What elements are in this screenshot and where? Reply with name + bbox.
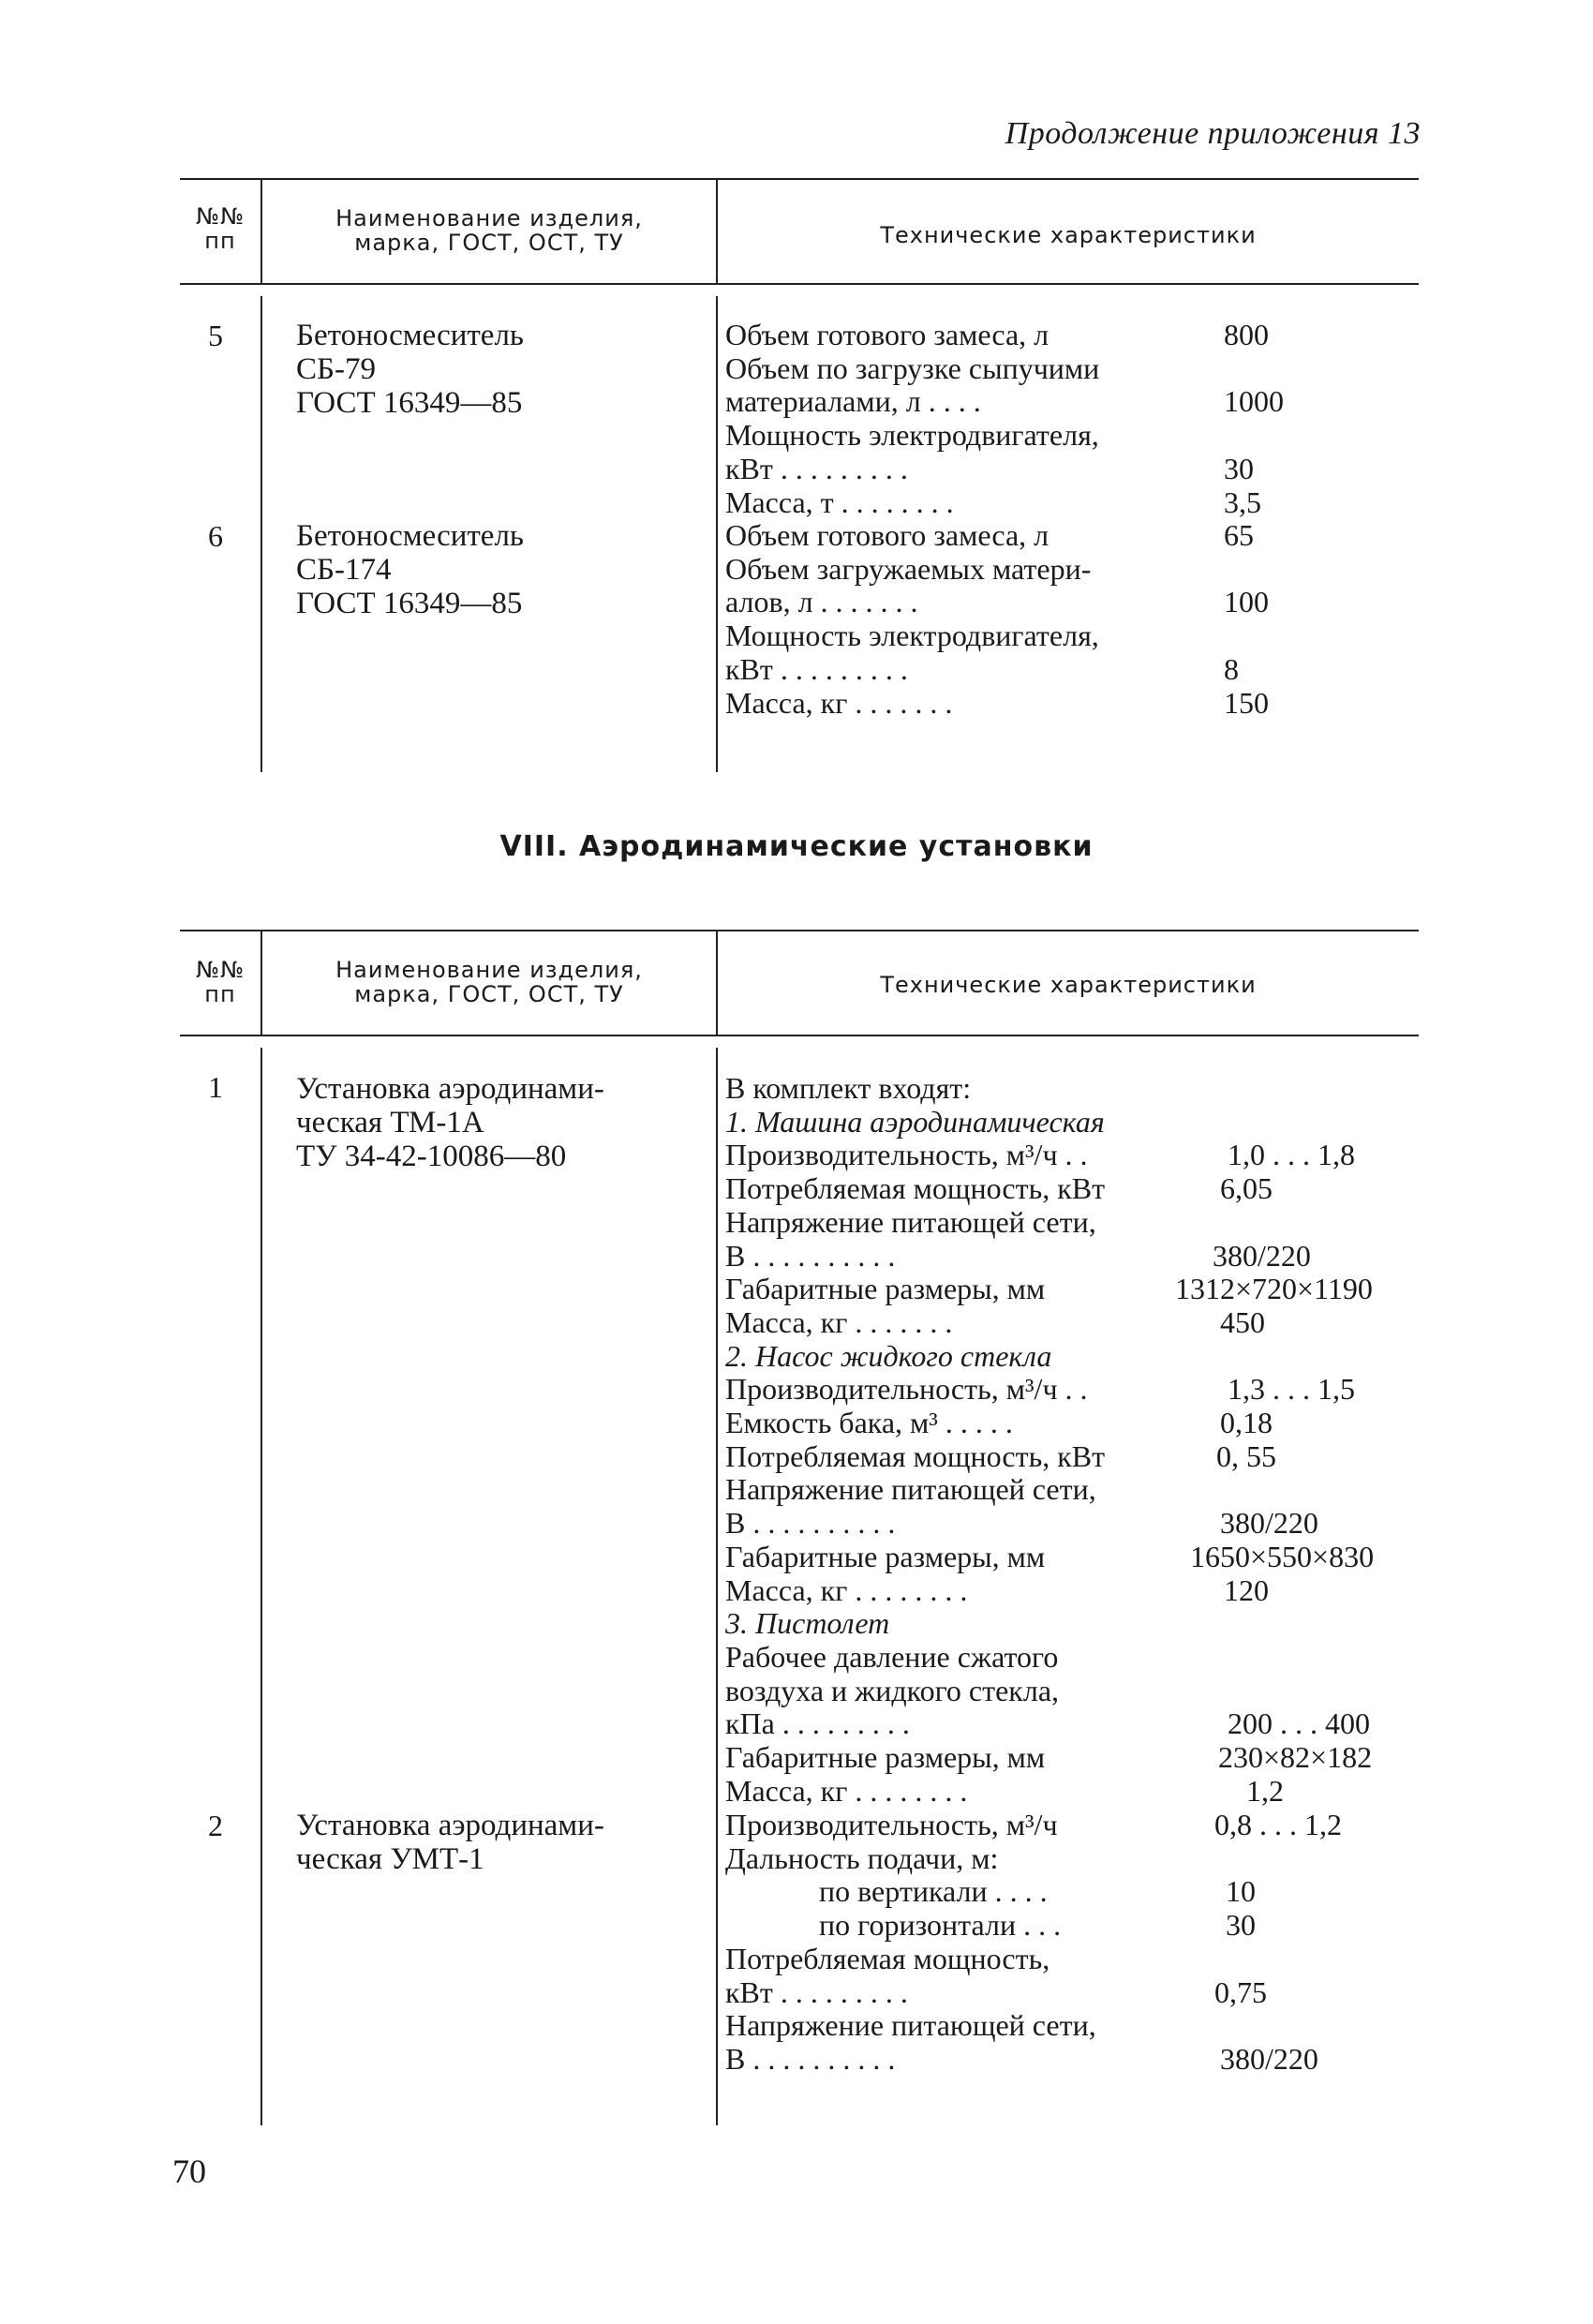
table1-header-rule <box>180 283 1419 285</box>
table1-row6-values: 65 100 8 150 <box>1224 518 1269 720</box>
table2-top-rule <box>180 930 1419 931</box>
table2-row1-specs: В комплект входят: 1. Машина аэродинамическая Производительность, м³/ч . . Потребляемая мощность, кВт Напряжение питающей сети, В . . . . . . . . . . Габаритные размеры, мм Масса, кг . . . . . . . 2. Насос жидкого стекла Производительность, м³/ч . . Емкость бака, м³ . . . . . Потребляемая мощность, кВт Напряжение питающей сети, В . . . . . . . . . . Габаритные размеры, мм Масса, кг . . . . . . . . 3. Пистолет Рабочее давление сжатого воздуха и жидкого стекла, кПа . . . . . . . . . Габаритные размеры, мм Масса, кг . . . . . . . . <box>725 1071 1106 1808</box>
table1-row5-num: 5 <box>208 319 223 352</box>
table2-col-num-header: №№ пп <box>196 957 245 1007</box>
table1-row6-name: Бетоносмеситель СБ-174 ГОСТ 16349—85 <box>296 519 524 620</box>
table2-col-divider-2 <box>716 1048 718 2125</box>
table1-col-specs-header: Технические характеристики <box>880 222 1257 248</box>
page-number: 70 <box>172 2153 206 2190</box>
table1-col-divider-1 <box>261 296 262 772</box>
table2-row2-name: Установка аэродинами- ческая УМТ-1 <box>296 1809 604 1876</box>
table2-col-specs-header: Технические характеристики <box>880 972 1257 998</box>
table1-col-name-header: Наименование изделия, марка, ГОСТ, ОСТ, ТУ <box>335 205 643 256</box>
table1-row5-specs: Объем готового замеса, л Объем по загрузке сыпучими материалами, л . . . . Мощность электродвигателя, кВт . . . . . . . . . Масса, т . . . . . . . . <box>725 318 1100 519</box>
table2-row2-specs: Производительность, м³/ч Дальность подачи, м: по вертикали . . . . по горизонтали . . . Потребляемая мощность, кВт . . . . . . . . . Напряжение питающей сети, В . . . . . . . . . . <box>725 1808 1096 2076</box>
table1-col-divider-2 <box>716 296 718 772</box>
table2-row1-name: Установка аэродинами- ческая ТМ-1А ТУ 34-42-10086—80 <box>296 1072 604 1173</box>
table2-col-divider-1 <box>261 1048 262 2125</box>
table1-top-rule <box>180 178 1419 180</box>
page-header: Продолжение приложения 13 <box>1005 116 1421 151</box>
table2-row1-num: 1 <box>208 1070 223 1104</box>
table1-row5-values: 800 1000 30 3,5 <box>1224 318 1284 519</box>
table2-row2-num: 2 <box>208 1809 223 1842</box>
table1-row5-name: Бетоносмеситель СБ-79 ГОСТ 16349—85 <box>296 319 524 420</box>
table2-col-name-header: Наименование изделия, марка, ГОСТ, ОСТ, ТУ <box>335 957 643 1007</box>
table2-row1-values: 1,0 . . . 1,8 6,05 380/220 1312×720×1190 450 1,3 . . . 1,5 0,18 0, 55 380/220 1650×550×830 120 200 . . . 400 230×82×182 1,2 <box>1175 1138 1375 1808</box>
table2-header-rule <box>180 1035 1419 1036</box>
table2-row2-values: 0,8 . . . 1,2 10 30 0,75 380/220 <box>1214 1808 1342 2076</box>
table1-row6-num: 6 <box>208 519 223 553</box>
table1-row6-specs: Объем готового замеса, л Объем загружаемых матери- алов, л . . . . . . . Мощность электродвигателя, кВт . . . . . . . . . Масса, кг . . . . . . . <box>725 518 1099 720</box>
section-title: VIII. Аэродинамические установки <box>499 830 1094 863</box>
table1-col-num-header: №№ пп <box>196 203 245 254</box>
